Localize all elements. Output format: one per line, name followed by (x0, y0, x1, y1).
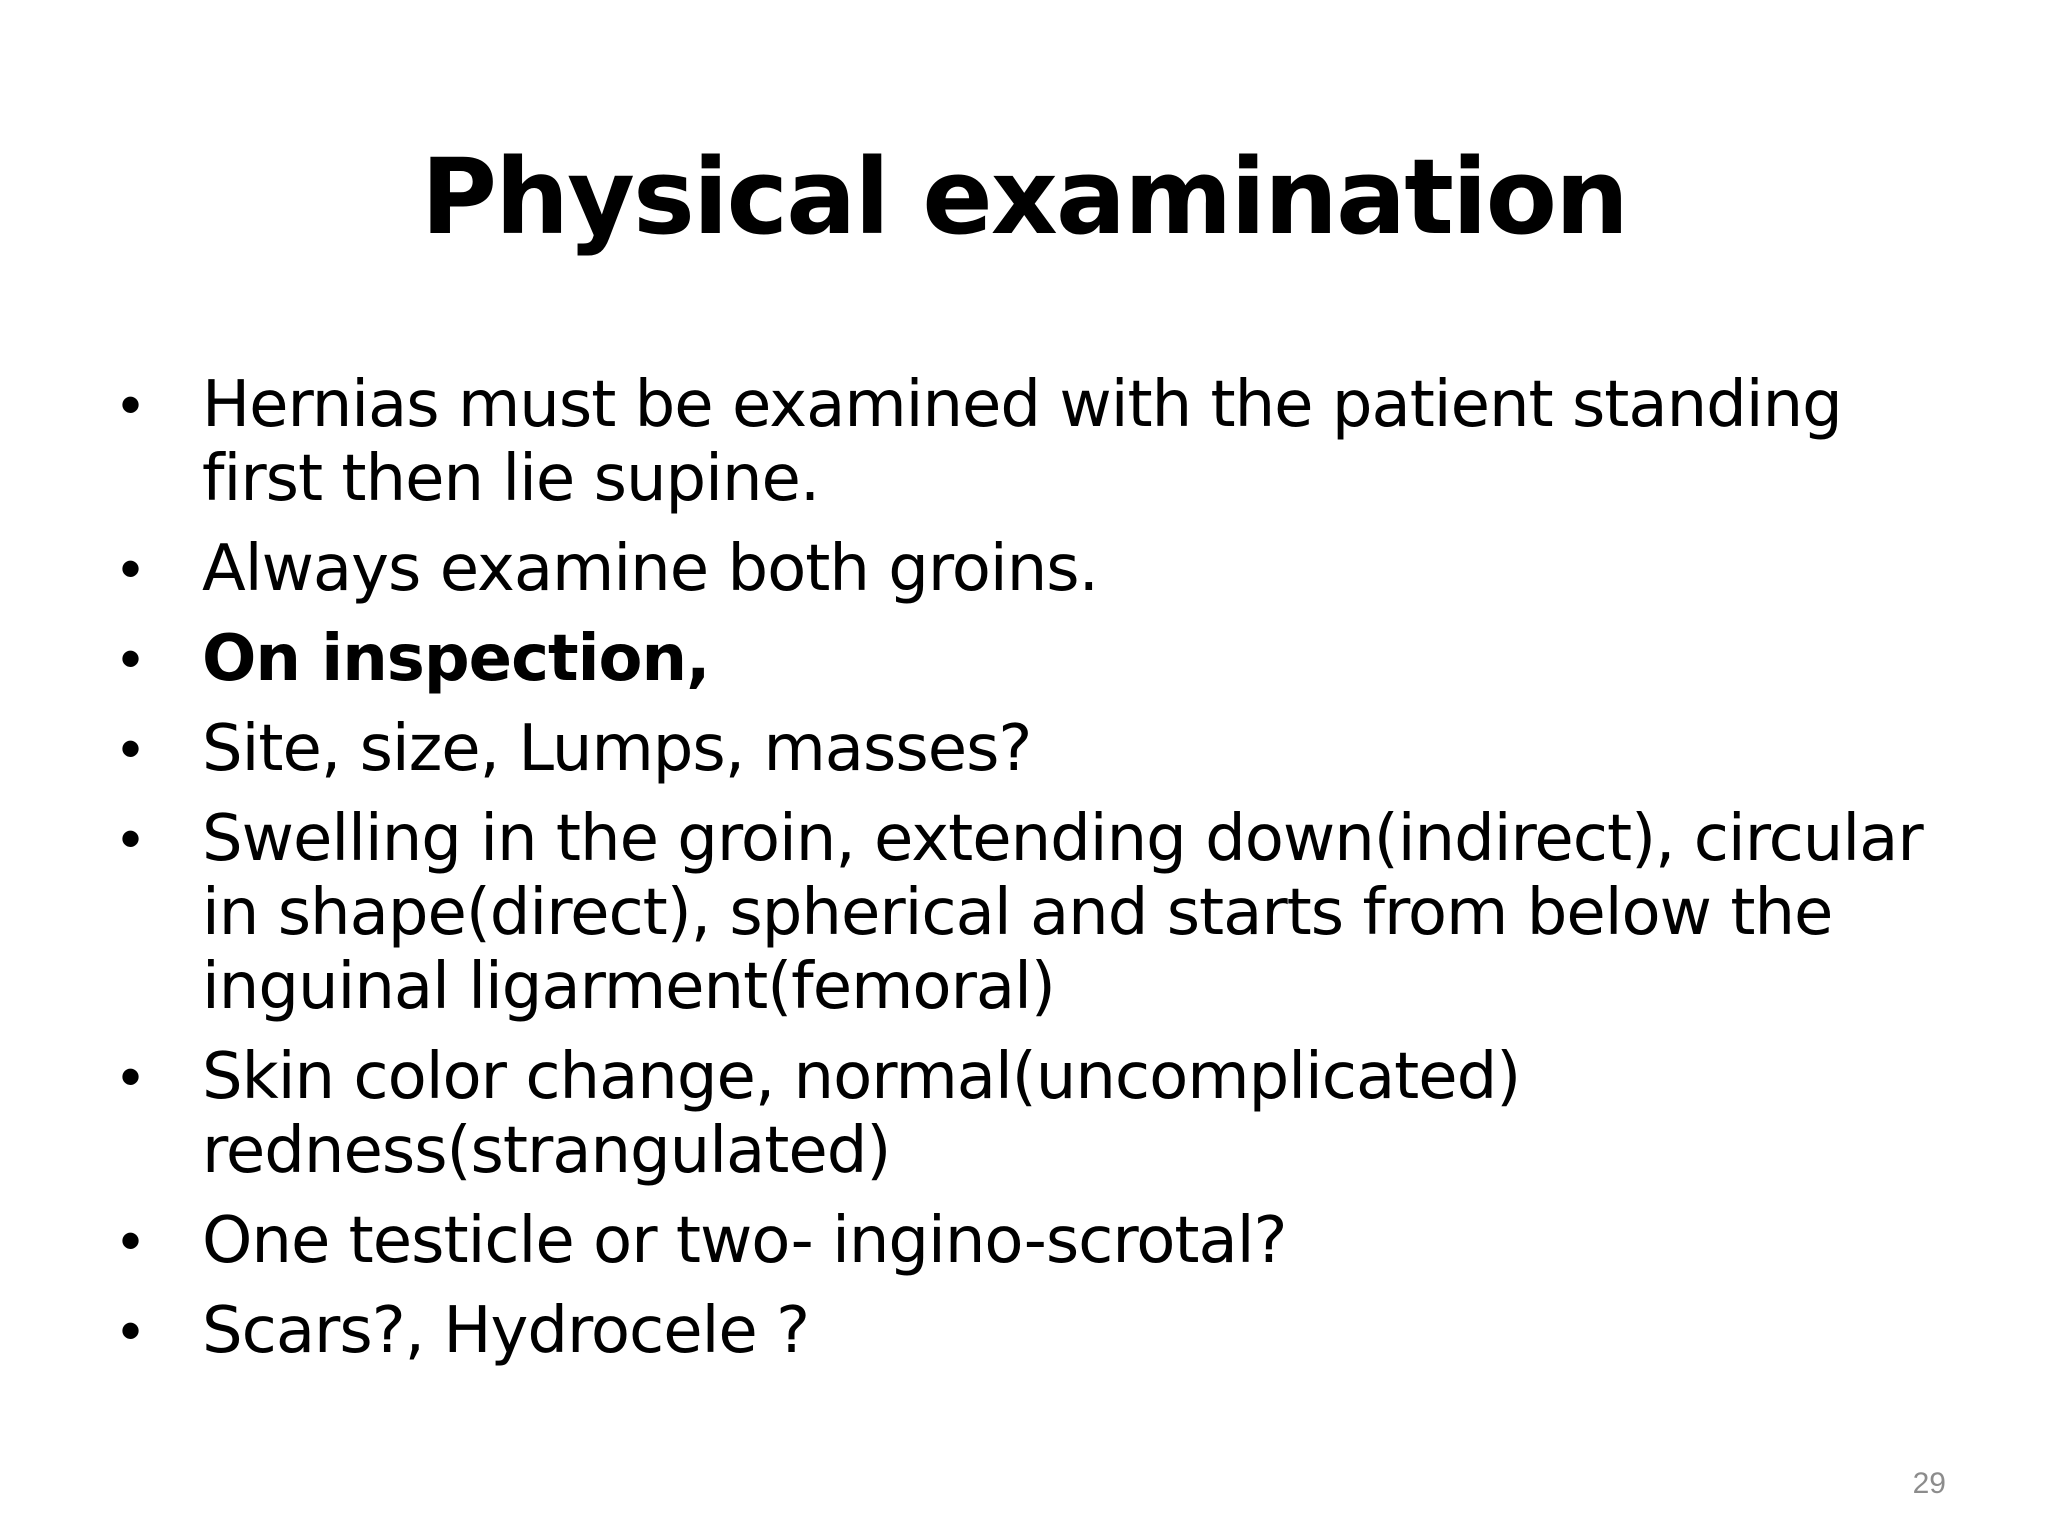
bullet-text: Swelling in the groin, extending down(indirect), circular in shape(direct), spherical and starts from below the inguinal ligarment(femoral) (202, 802, 1923, 1024)
bullet-icon: • (120, 805, 141, 872)
bullet-text: One testicle or two- ingino-scrotal? (202, 1204, 1287, 1278)
bullet-icon: • (120, 1043, 141, 1110)
bullet-item (120, 532, 1950, 606)
bullet-text: Skin color change, normal(uncomplicated) redness(strangulated) (202, 1040, 1521, 1188)
bullet-item (120, 368, 1950, 516)
bullet-item (120, 802, 1950, 1024)
slide-title: Physical examination (420, 136, 1628, 258)
bullet-item (120, 1294, 1950, 1368)
bullet-icon: • (120, 625, 141, 692)
bullet-item (120, 1040, 1950, 1188)
bullet-text: Site, size, Lumps, masses? (202, 712, 1032, 786)
bullet-icon: • (120, 371, 141, 438)
bullet-text-heading: On inspection, (202, 622, 710, 696)
bullet-text: Hernias must be examined with the patient standing first then lie supine. (202, 368, 1842, 516)
bullet-icon: • (120, 535, 141, 602)
bullet-text: Always examine both groins. (202, 532, 1098, 606)
bullet-icon: • (120, 1297, 141, 1364)
bullet-icon: • (120, 1207, 141, 1274)
bullet-icon: • (120, 715, 141, 782)
bullet-list (120, 368, 1950, 1384)
bullet-item (120, 1204, 1950, 1278)
bullet-text: Scars?, Hydrocele ? (202, 1294, 810, 1368)
bullet-item (120, 712, 1950, 786)
bullet-item (120, 622, 1950, 696)
page-number: 29 (1912, 1467, 1946, 1500)
